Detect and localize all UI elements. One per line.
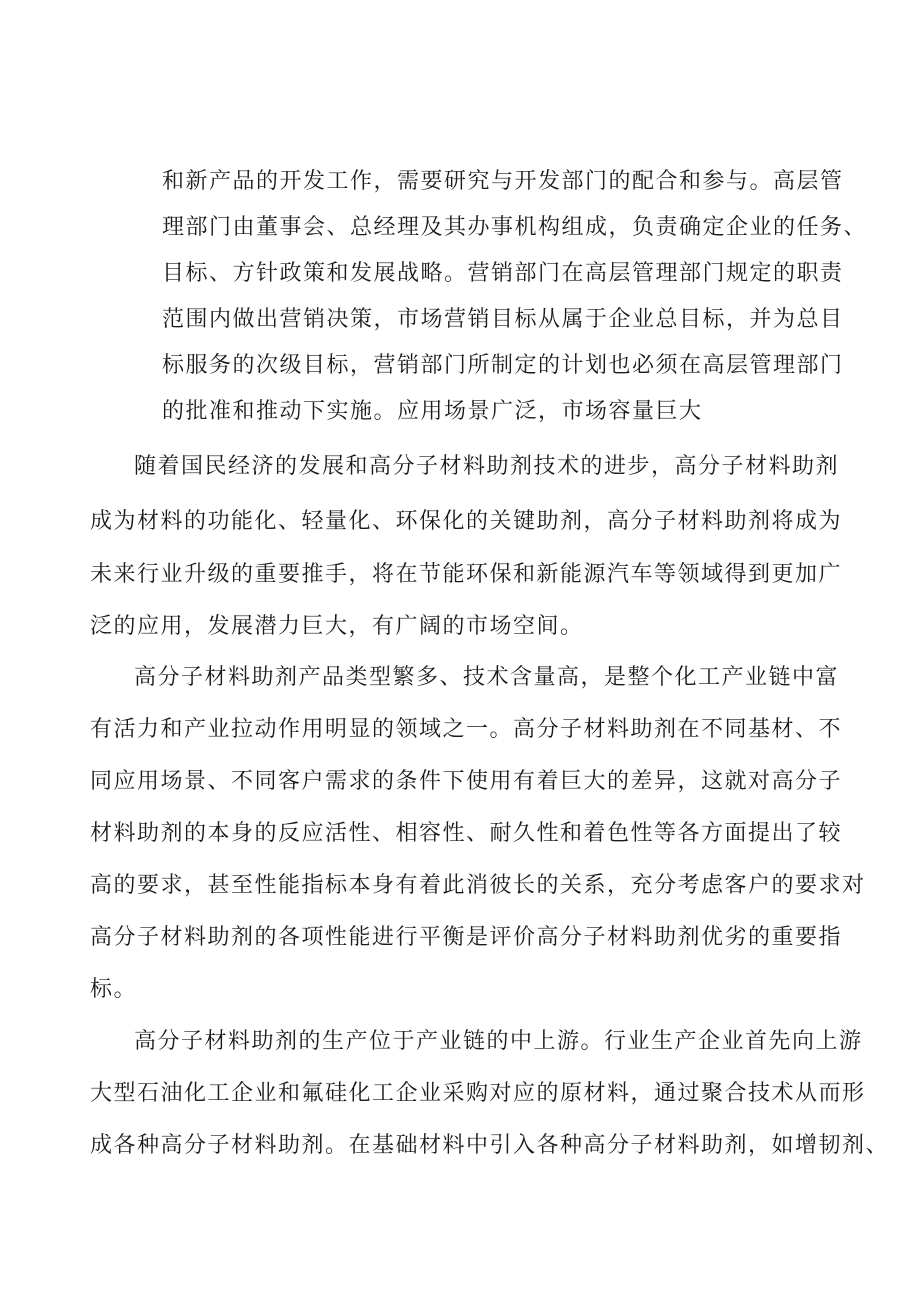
paragraph-first-line: 高分子材料助剂的生产位于产业链的中上游。行业生产企业首先向上游	[134, 1029, 863, 1054]
text-line: 有活力和产业拉动作用明显的领域之一。高分子材料助剂在不同基材、不	[90, 717, 843, 742]
text-line: 高的要求，甚至性能指标本身有着此消彼长的关系，充分考虑客户的要求对	[90, 873, 866, 898]
paragraph-first-line: 高分子材料助剂产品类型繁多、技术含量高，是整个化工产业链中富	[134, 665, 840, 690]
text-line: 成为材料的功能化、轻量化、环保化的关键助剂，高分子材料助剂将成为	[90, 509, 843, 534]
text-line: 成各种高分子材料助剂。在基础材料中引入各种高分子材料助剂，如增韧剂、	[90, 1133, 890, 1158]
text-line: 标服务的次级目标，营销部门所制定的计划也必须在高层管理部门	[162, 353, 844, 378]
text-line: 的批准和推动下实施。应用场景广泛，市场容量巨大	[162, 399, 703, 424]
text-line: 目标、方针政策和发展战略。营销部门在高层管理部门规定的职责	[162, 261, 844, 286]
text-line: 和新产品的开发工作，需要研究与开发部门的配合和参与。高层管	[162, 169, 844, 194]
text-line: 同应用场景、不同客户需求的条件下使用有着巨大的差异，这就对高分子	[90, 769, 843, 794]
text-line: 未来行业升级的重要推手，将在节能环保和新能源汽车等领域得到更加广	[90, 562, 843, 587]
text-line: 泛的应用，发展潜力巨大，有广阔的市场空间。	[90, 614, 584, 639]
paragraph-first-line: 随着国民经济的发展和高分子材料助剂技术的进步，高分子材料助剂	[134, 454, 840, 479]
text-line: 高分子材料助剂的各项性能进行平衡是评价高分子材料助剂优劣的重要指	[90, 925, 843, 950]
text-line: 材料助剂的本身的反应活性、相容性、耐久性和着色性等各方面提出了较	[90, 821, 843, 846]
text-line: 范围内做出营销决策，市场营销目标从属于企业总目标，并为总目	[162, 307, 844, 332]
text-line: 标。	[90, 977, 138, 1002]
text-line: 理部门由董事会、总经理及其办事机构组成，负责确定企业的任务、	[162, 215, 868, 240]
text-line: 大型石油化工企业和氟硅化工企业采购对应的原材料，通过聚合技术从而形	[90, 1081, 866, 1106]
